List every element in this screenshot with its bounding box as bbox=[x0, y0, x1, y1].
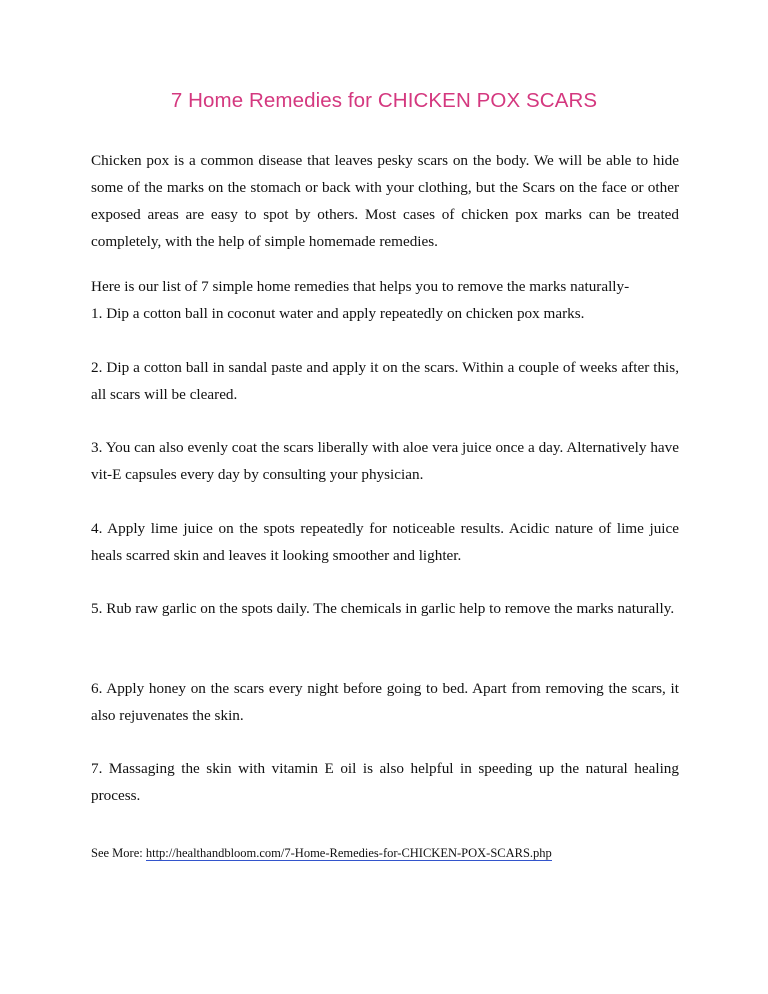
see-more-label: See More: bbox=[91, 846, 143, 860]
remedy-item: 7. Massaging the skin with vitamin E oil is also helpful in speeding up the natural healing process. bbox=[91, 760, 679, 804]
list-intro: Here is our list of 7 simple home remedies that helps you to remove the marks naturally- bbox=[91, 278, 630, 295]
remedy-item: 1. Dip a cotton ball in coconut water and apply repeatedly on chicken pox marks. bbox=[91, 305, 585, 322]
remedy-item: 5. Rub raw garlic on the spots daily. The chemicals in garlic help to remove the marks naturally. bbox=[91, 600, 675, 617]
remedy-item: 2. Dip a cotton ball in sandal paste and apply it on the scars. Within a couple of weeks after this, all scars will be cleared. bbox=[91, 359, 679, 403]
see-more-line bbox=[91, 846, 691, 861]
remedy-item: 4. Apply lime juice on the spots repeatedly for noticeable results. Acidic nature of lime juice heals scarred skin and leaves it looking smoother and lighter. bbox=[91, 520, 679, 564]
see-more-link[interactable]: http://healthandbloom.com/7-Home-Remedies-for-CHICKEN-POX-SCARS.php bbox=[145, 846, 552, 860]
remedy-item: 6. Apply honey on the scars every night before going to bed. Apart from removing the scars, it also rejuvenates the skin. bbox=[91, 680, 679, 724]
remedy-item: 3. You can also evenly coat the scars liberally with aloe vera juice once a day. Alternatively have vit-E capsules every day by consulting your physician. bbox=[91, 439, 679, 483]
intro-paragraph: Chicken pox is a common disease that leaves pesky scars on the body. We will be able to hide some of the marks on the stomach or back with your clothing, but the Scars on the face or other exposed areas are easy to spot by others. Most cases of chicken pox marks can be treated completely, with the help of simple homemade remedies. bbox=[91, 152, 679, 250]
document-title: 7 Home Remedies for CHICKEN POX SCARS bbox=[170, 89, 598, 112]
